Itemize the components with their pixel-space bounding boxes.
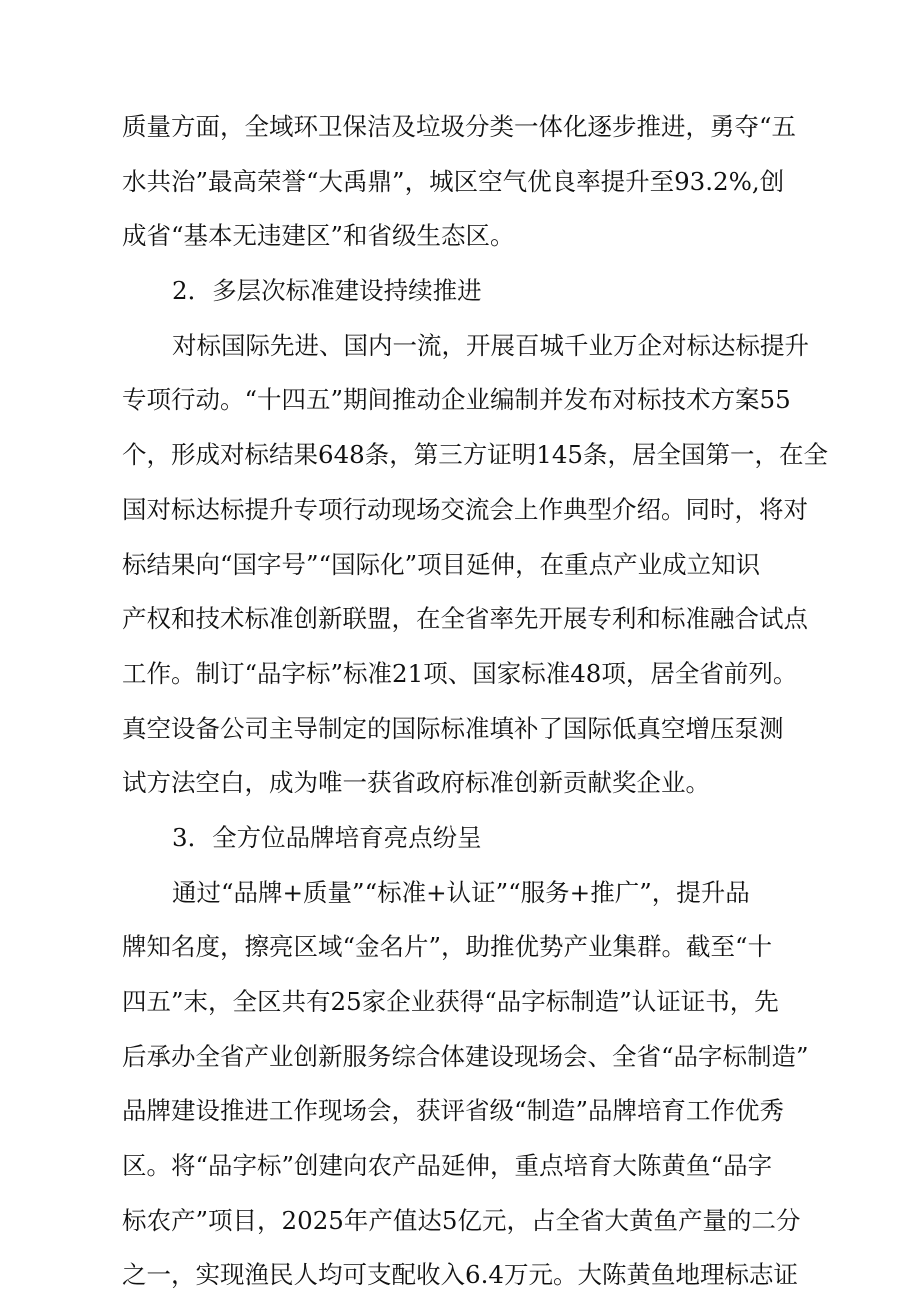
text-line-9: 标结果向“国字号”“国际化”项目延伸，在重点产业成立知识 (122, 549, 761, 579)
text-line-11: 工作。制订“品字标”标准21项、国家标准48项，居全省前列。 (122, 658, 798, 688)
text-line-12: 真空设备公司主导制定的国际标准填补了国际低真空增压泵测 (122, 713, 784, 743)
text-line-2: 水共治”最高荣誉“大禹鼎”，城区空气优良率提升至93.2%,创 (122, 166, 785, 196)
text-line-5: 对标国际先进、国内一流，开展百城千业万企对标达标提升 (172, 330, 809, 360)
text-line-19: 品牌建设推进工作现场会，获评省级“制造”品牌培育工作优秀 (122, 1096, 785, 1126)
text-line-3: 成省“基本无违建区”和省级生态区。 (122, 221, 515, 251)
text-line-10: 产权和技术标准创新联盟，在全省率先开展专利和标准融合试点 (122, 604, 808, 634)
document-body (122, 100, 829, 1303)
text-line-21: 标农产”项目，2025年产值达5亿元，占全省大黄鱼产量的二分 (122, 1205, 801, 1235)
text-line-18: 后承办全省产业创新服务综合体建设现场会、全省“品字标制造” (122, 1041, 809, 1071)
text-line-7: 个，形成对标结果648条，第三方证明145条，居全国第一，在全 (122, 440, 829, 470)
text-line-13: 试方法空白，成为唯一获省政府标准创新贡献奖企业。 (122, 768, 710, 798)
text-line-22: 之一，实现渔民人均可支配收入6.4万元。大陈黄鱼地理标志证 (122, 1260, 798, 1290)
text-line-17: 四五”末，全区共有25家企业获得“品字标制造”认证证书，先 (122, 987, 779, 1016)
section-heading-3: 3．全方位品牌培育亮点纷呈 (172, 822, 482, 852)
text-line-16: 牌知名度，擦亮区域“金名片”，助推优势产业集群。截至“十 (122, 932, 773, 962)
text-line-15: 通过“品牌+质量”“标准+认证”“服务+推广”，提升品 (172, 877, 750, 907)
text-line-20: 区。将“品字标”创建向农产品延伸，重点培育大陈黄鱼“品字 (122, 1151, 773, 1181)
text-line-1: 质量方面，全域环卫保洁及垃圾分类一体化逐步推进，勇夺“五 (122, 112, 797, 141)
section-heading-2: 2．多层次标准建设持续推进 (172, 276, 482, 306)
text-line-6: 专项行动。“十四五”期间推动企业编制并发布对标技术方案55 (122, 385, 791, 415)
text-line-8: 国对标达标提升专项行动现场交流会上作典型介绍。同时，将对 (122, 494, 808, 524)
